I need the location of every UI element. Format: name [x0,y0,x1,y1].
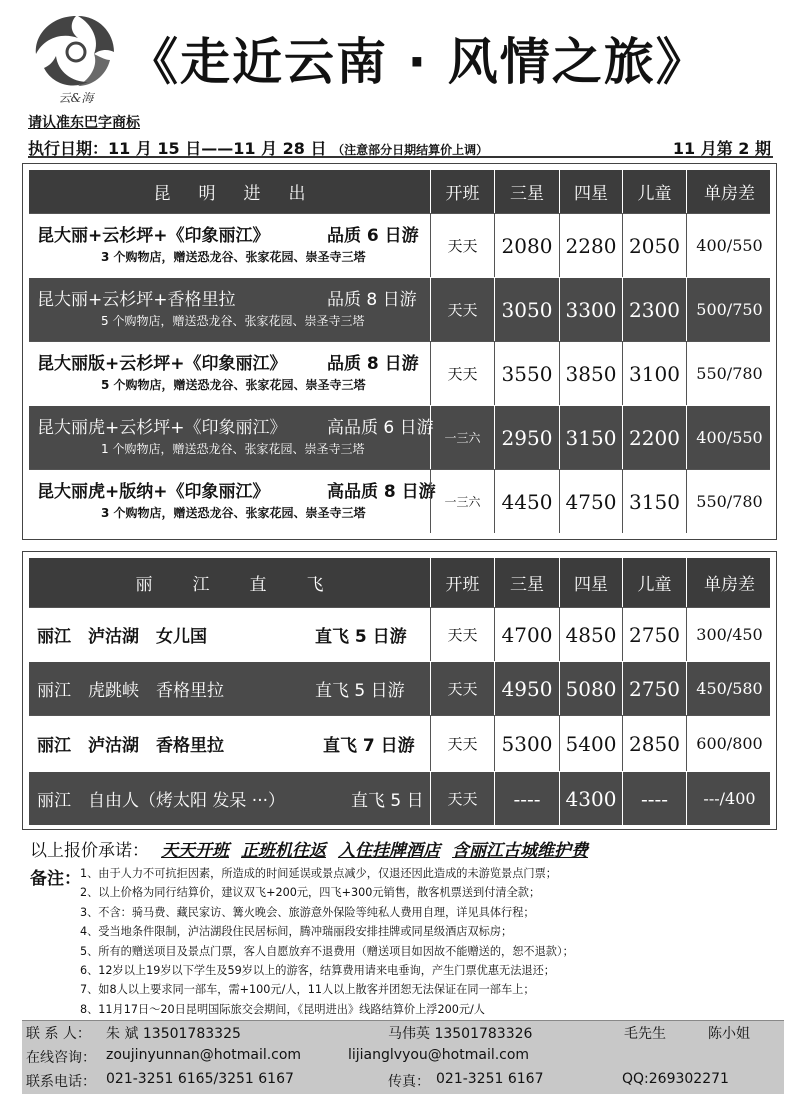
contact-label: 联 系 人： [26,1026,91,1042]
route-name: 昆大丽虎+版纳+《印象丽江》 [37,482,270,502]
header-three-star: 三星 [494,558,559,607]
four-star-price: 4850 [559,608,622,661]
note-item: 7、如8人以上要求同一部车，需+100元/人，11人以上散客并团恕无法保证在同一部车上； [80,983,535,997]
schedule-cell: 天天 [430,772,494,825]
notes-list [80,864,780,1019]
single-room-price: 400/550 [686,214,772,277]
route-tag: 高品质 8 日游 [327,482,436,502]
three-star-price: 4700 [494,608,559,661]
route-name: 丽江 泸沽湖 女儿国 [37,627,207,647]
route-details: 3 个购物店，赠送恐龙谷、张家花园、崇圣寺三塔 [101,250,366,264]
child-price: ---- [622,772,686,825]
table-row [29,213,770,277]
fax-number: 021-3251 6167 [436,1071,544,1087]
schedule-cell: 天天 [430,608,494,661]
route-tag: 直飞 5 日 [351,791,424,811]
promise-item: 天天开班 [161,841,229,861]
price-promise [30,836,588,861]
schedule-cell: 天天 [430,278,494,341]
notes-title: 备注： [30,869,81,889]
route-details: 1 个购物店，赠送恐龙谷、张家花园、崇圣寺三塔 [101,442,365,456]
table-row [29,607,770,661]
route-name: 昆大丽+云杉坪+《印象丽江》 [37,226,270,246]
route-tag: 直飞 5 日游 [315,681,405,701]
four-star-price: 3150 [559,406,622,469]
route-name: 丽江 泸沽湖 香格里拉 [37,736,224,756]
single-room-price: ---/400 [686,772,772,825]
company-logo [22,8,130,108]
route-tag: 品质 6 日游 [327,226,419,246]
trademark-notice: 请认准东巴字商标 [28,115,140,131]
route-tag: 直飞 7 日游 [323,736,415,756]
route-tag: 品质 8 日游 [327,290,417,310]
lijiang-price-table [22,551,777,830]
route-details: 3 个购物店，赠送恐龙谷、张家花园、崇圣寺三塔 [101,506,366,520]
note-item: 5、所有的赠送项目及景点门票，客人自愿放弃不退费用（赠送项目如因故不能赠送的，恕不退款）； [80,944,574,958]
header-schedule: 开班 [430,170,494,213]
header-route: 丽江直飞 [135,575,364,595]
single-room-price: 450/580 [686,662,772,715]
promise-item: 含丽江古城维护费 [452,841,588,861]
three-star-price: 3050 [494,278,559,341]
table-row [29,469,770,533]
note-item: 1、由于人力不可抗拒因素，所造成的时间延误或景点减少，仅退还因此造成的未游览景点门票； [80,867,557,880]
four-star-price: 4300 [559,772,622,825]
header-schedule: 开班 [430,558,494,607]
header-child: 儿童 [622,558,686,607]
table-row [29,661,770,715]
three-star-price: 2950 [494,406,559,469]
three-star-price: 4950 [494,662,559,715]
email-link[interactable]: zoujinyunnan@hotmail.com [106,1047,302,1063]
child-price: 2200 [622,406,686,469]
header-three-star: 三星 [494,170,559,213]
note-item: 8、11月17日～20日昆明国际旅交会期间，《昆明进出》线路结算价上浮200元/人 [80,1002,485,1016]
three-star-price: 5300 [494,716,559,771]
route-name: 丽江 虎跳峡 香格里拉 [37,681,224,701]
phone-label: 联系电话： [26,1074,96,1090]
single-room-price: 500/750 [686,278,772,341]
contact-footer [22,1020,784,1094]
schedule-cell: 天天 [430,342,494,405]
table-row [29,405,770,469]
header-route: 昆明进出 [153,184,334,204]
note-item: 6、12岁以上19岁以下学生及59岁以上的游客，结算费用请来电垂询，产生门票优惠无法退还； [80,964,555,978]
child-price: 2750 [622,608,686,661]
child-price: 2050 [622,214,686,277]
single-room-price: 550/780 [686,342,772,405]
schedule-cell: 天天 [430,716,494,771]
header-single-room: 单房差 [686,558,772,607]
child-price: 2850 [622,716,686,771]
header-child: 儿童 [622,170,686,213]
single-room-price: 550/780 [686,470,772,533]
header-four-star: 四星 [559,558,622,607]
email-link[interactable]: lijianglvyou@hotmail.com [348,1047,530,1063]
contact-person: 马伟英 13501783326 [388,1026,533,1042]
three-star-price: ---- [494,772,559,825]
note-item: 3、不含：骑马费、藏民家访、篝火晚会、旅游意外保险等纯私人费用自理，详见具体行程； [80,905,535,919]
route-tag: 高品质 6 日游 [327,418,434,438]
schedule-cell: 天天 [430,214,494,277]
header-four-star: 四星 [559,170,622,213]
route-name: 丽江 自由人（烤太阳 发呆 ···） [37,791,286,811]
header-single-room: 单房差 [686,170,772,213]
promise-label: 以上报价承诺： [30,841,149,861]
route-details: 5 个购物店，赠送恐龙谷、张家花园、崇圣寺三塔 [101,378,366,392]
single-room-price: 600/800 [686,716,772,771]
three-star-price: 3550 [494,342,559,405]
contact-person: 朱 斌 13501783325 [106,1026,241,1042]
date-row [28,136,773,158]
qq-number: QQ:269302271 [622,1071,729,1087]
issue-number: 11 月第 2 期 [672,139,771,158]
route-tag: 直飞 5 日游 [315,627,407,647]
child-price: 3150 [622,470,686,533]
child-price: 2300 [622,278,686,341]
table-row [29,771,770,825]
three-star-price: 2080 [494,214,559,277]
route-name: 昆大丽+云杉坪+香格里拉 [37,290,236,310]
contact-person: 毛先生 [624,1026,666,1042]
note-item: 4、受当地条件限制，泸沽湖段住民居标间，腾冲瑞丽段安排挂牌或同星级酒店双标房； [80,925,513,939]
schedule-cell: 一三六 [430,470,494,533]
table-header [29,558,770,607]
schedule-cell: 一三六 [430,406,494,469]
contact-person: 陈小姐 [708,1026,750,1042]
four-star-price: 3850 [559,342,622,405]
kunming-price-table [22,163,777,540]
four-star-price: 3300 [559,278,622,341]
note-item: 2、以上价格为同行结算价，建议双飞+200元，四飞+300元销售，散客机票送到付清全款； [80,886,541,900]
child-price: 2750 [622,662,686,715]
route-details: 5 个购物店，赠送恐龙谷、张家花园、崇圣寺三塔 [101,314,365,328]
four-star-price: 4750 [559,470,622,533]
logo-text: 云&海 [58,91,94,105]
route-name: 昆大丽版+云杉坪+《印象丽江》 [37,354,287,374]
four-star-price: 2280 [559,214,622,277]
promise-item: 正班机往返 [241,841,326,861]
page-title: 《走近云南 · 风情之旅》 [128,33,708,91]
three-star-price: 4450 [494,470,559,533]
child-price: 3100 [622,342,686,405]
route-tag: 品质 8 日游 [327,354,419,374]
online-label: 在线咨询： [26,1050,96,1066]
route-name: 昆大丽虎+云杉坪+《印象丽江》 [37,418,287,438]
table-row [29,277,770,341]
swirl-logo-icon [22,8,130,108]
table-header [29,170,770,213]
single-room-price: 300/450 [686,608,772,661]
schedule-cell: 天天 [430,662,494,715]
date-note: （注意部分日期结算价上调） [332,143,489,157]
phone-number: 021-3251 6165/3251 6167 [106,1071,294,1087]
promise-item: 入住挂牌酒店 [338,841,440,861]
table-row [29,341,770,405]
fax-label: 传真： [388,1074,430,1090]
four-star-price: 5080 [559,662,622,715]
date-label: 执行日期：11 月 15 日——11 月 28 日 [28,139,327,158]
table-row [29,715,770,771]
single-room-price: 400/550 [686,406,772,469]
four-star-price: 5400 [559,716,622,771]
